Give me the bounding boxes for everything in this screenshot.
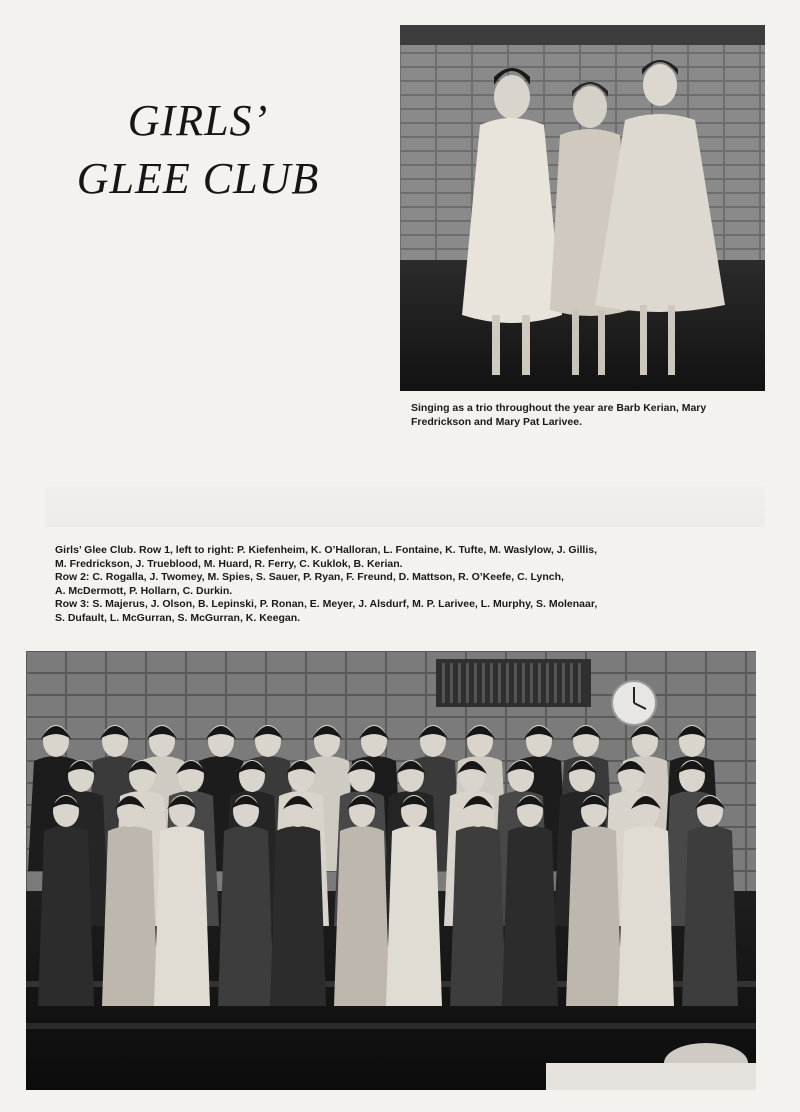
- person-figure: [154, 826, 210, 1006]
- group-caption-line: M. Fredrickson, J. Trueblood, M. Huard, R. Ferry, C. Kuklok, B. Kerian.: [55, 557, 403, 570]
- title-line-2: GLEE CLUB: [76, 154, 320, 203]
- person-figure: [38, 826, 94, 1006]
- person-figure: [218, 826, 274, 1006]
- group-caption-line: S. Dufault, L. McGurran, S. McGurran, K. Keegan.: [55, 611, 301, 624]
- trio-photo: [400, 25, 765, 391]
- group-caption-line: A. McDermott, P. Hollarn, C. Durkin.: [55, 584, 233, 597]
- page-title: [48, 92, 348, 208]
- show-through-text: [45, 487, 765, 527]
- person-figure: [102, 826, 158, 1006]
- person-figure: [618, 826, 674, 1006]
- group-photo: [26, 651, 756, 1090]
- trio-caption: [411, 401, 771, 429]
- person-figure: [502, 826, 558, 1006]
- group-caption-line: Row 3: S. Majerus, J. Olson, B. Lepinski, P. Ronan, E. Meyer, J. Alsdurf, M. P. Larivee, L. Murphy, S. Molenaar,: [55, 598, 598, 610]
- trio-caption-line-1: Singing as a trio throughout the year are Barb Kerian, Mary: [411, 402, 707, 414]
- trio-caption-line-2: Fredrickson and Mary Pat Larivee.: [411, 416, 582, 428]
- person-figure: [334, 826, 390, 1006]
- group-caption-line: Girls’ Glee Club. Row 1, left to right: P. Kiefenheim, K. O’Halloran, L. Fontaine, K. Tufte, M. Waslylow, J. Gillis,: [55, 544, 597, 556]
- person-figure: [270, 826, 326, 1006]
- person-figure: [682, 826, 738, 1006]
- group-caption-line: Row 2: C. Rogalla, J. Twomey, M. Spies, S. Sauer, P. Ryan, F. Freund, D. Mattson, R. O’Keefe, C. Lynch,: [55, 571, 564, 583]
- person-figure: [566, 826, 622, 1006]
- group-caption: [55, 544, 755, 625]
- title-line-1: GIRLS’: [127, 96, 269, 145]
- person-figure: [386, 826, 442, 1006]
- person-figure: [450, 826, 506, 1006]
